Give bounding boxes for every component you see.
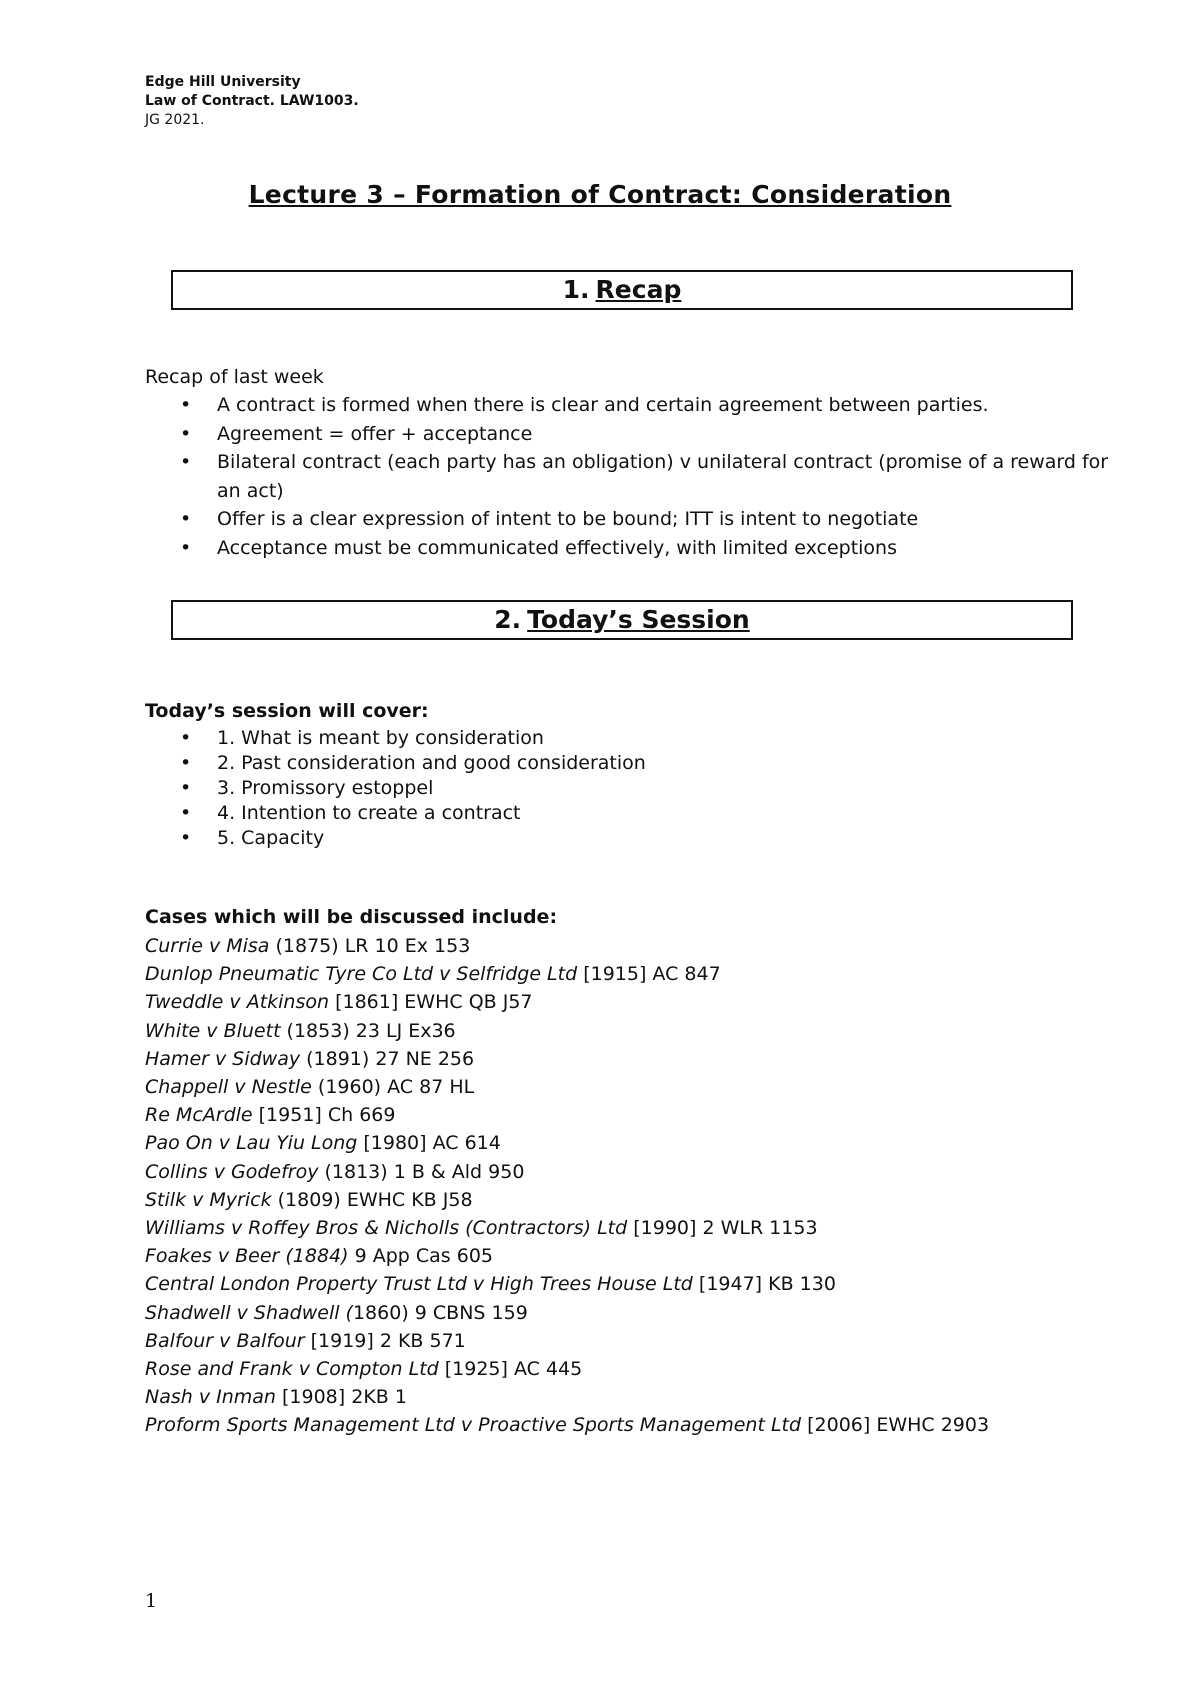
list-item: • 5. Capacity: [145, 826, 1137, 851]
case-name: Stilk v Myrick: [145, 1188, 272, 1211]
module-name: Law of Contract. LAW1003.: [145, 93, 359, 109]
list-item: • Offer is a clear expression of intent to be bound; ITT is intent to negotiate: [145, 505, 1137, 534]
case-citation: [1908] 2KB 1: [275, 1386, 407, 1409]
lecture-title: Lecture 3 – Formation of Contract: Consideration: [248, 180, 952, 209]
case-citation: (1813) 1 B & Ald 950: [318, 1160, 525, 1183]
case-name: Central London Property Trust Ltd v High Trees House Ltd: [145, 1273, 693, 1296]
case-entry: [145, 1073, 989, 1101]
case-citation: [1947] KB 130: [692, 1273, 836, 1296]
case-citation: [2006] EWHC 2903: [801, 1414, 990, 1437]
list-item: • 3. Promissory estoppel: [145, 776, 1137, 801]
case-citation: [1919] 2 KB 571: [304, 1329, 466, 1352]
list-item: • Bilateral contract (each party has an obligation) v unilateral contract (promise of a reward for an act): [145, 448, 1137, 505]
recap-intro: Recap of last week: [145, 366, 324, 388]
case-name: Foakes v Beer (1884): [145, 1245, 349, 1268]
case-citation: (1960) AC 87 HL: [311, 1076, 475, 1099]
case-entry: [145, 1299, 989, 1327]
case-citation: (1875) LR 10 Ex 153: [269, 935, 471, 957]
case-name: Re McArdle: [145, 1104, 253, 1127]
list-item: • Acceptance must be communicated effectively, with limited exceptions: [145, 534, 1137, 563]
case-entry: [145, 1214, 989, 1242]
case-citation: [1951] Ch 669: [252, 1104, 396, 1127]
recap-list: [145, 391, 1137, 562]
institution-name: Edge Hill University: [145, 74, 301, 90]
case-entry: [145, 1101, 989, 1129]
case-name: Shadwell v Shadwell (: [145, 1301, 353, 1324]
list-item: • Agreement = offer + acceptance: [145, 420, 1137, 449]
case-entry: [145, 960, 989, 988]
section-number: 1.: [562, 275, 590, 304]
section-title: Recap: [595, 275, 682, 304]
page-number: 1: [145, 1590, 158, 1612]
case-entry: [145, 1355, 989, 1383]
case-citation: [1925] AC 445: [438, 1358, 583, 1381]
author-year: JG 2021.: [145, 112, 205, 128]
case-name: Dunlop Pneumatic Tyre Co Ltd v Selfridge Ltd: [145, 963, 578, 986]
case-citation: (1891) 27 NE 256: [300, 1047, 475, 1070]
case-citation: (1809) EWHC KB J58: [271, 1188, 473, 1211]
case-name: Hamer v Sidway: [145, 1047, 301, 1070]
case-entry: [145, 1383, 989, 1411]
case-entry: [145, 1270, 989, 1298]
case-entry: [145, 1045, 989, 1073]
cases-heading: Cases which will be discussed include:: [145, 906, 558, 928]
case-citation: [1980] AC 614: [357, 1132, 501, 1155]
case-citation: 1860) 9 CBNS 159: [352, 1301, 528, 1324]
case-name: Rose and Frank v Compton Ltd: [145, 1358, 439, 1381]
case-entry: [145, 1129, 989, 1157]
case-citation: [1861] EWHC QB J57: [329, 991, 533, 1014]
case-entry: [145, 1017, 989, 1045]
case-entry: [145, 1186, 989, 1214]
case-name: White v Bluett: [145, 1019, 281, 1042]
list-item: • 4. Intention to create a contract: [145, 801, 1137, 826]
case-name: Currie v Misa: [145, 935, 270, 957]
case-name: Nash v Inman: [145, 1386, 276, 1409]
case-name: Collins v Godefroy: [145, 1160, 319, 1183]
section-heading-today: [171, 600, 1073, 640]
case-entry: [145, 1327, 989, 1355]
case-entry: [145, 1242, 989, 1270]
case-entry: [145, 988, 989, 1016]
case-citation: (1853) 23 LJ Ex36: [280, 1019, 456, 1042]
list-item: • A contract is formed when there is clear and certain agreement between parties.: [145, 391, 1137, 420]
section-title: Today’s Session: [527, 605, 750, 634]
case-name: Balfour v Balfour: [145, 1329, 305, 1352]
cases-list: [145, 932, 989, 1440]
case-citation: [1915] AC 847: [577, 963, 721, 986]
list-item: • 1. What is meant by consideration: [145, 726, 1137, 751]
case-name: Pao On v Lau Yiu Long: [145, 1132, 358, 1155]
today-list: [145, 726, 1137, 851]
case-citation: 9 App Cas 605: [348, 1245, 494, 1268]
section-number: 2.: [494, 605, 522, 634]
case-citation: [1990] 2 WLR 1153: [627, 1217, 818, 1240]
case-name: Tweddle v Atkinson: [145, 991, 330, 1014]
case-entry: [145, 932, 989, 960]
case-entry: [145, 1158, 989, 1186]
case-name: Williams v Roffey Bros & Nicholls (Contractors) Ltd: [145, 1217, 628, 1240]
case-name: Chappell v Nestle: [145, 1076, 312, 1099]
today-heading: Today’s session will cover:: [145, 700, 429, 722]
case-name: Proform Sports Management Ltd v Proactive Sports Management Ltd: [145, 1414, 802, 1437]
list-item: • 2. Past consideration and good consideration: [145, 751, 1137, 776]
section-heading-recap: [171, 270, 1073, 310]
case-entry: [145, 1411, 989, 1439]
